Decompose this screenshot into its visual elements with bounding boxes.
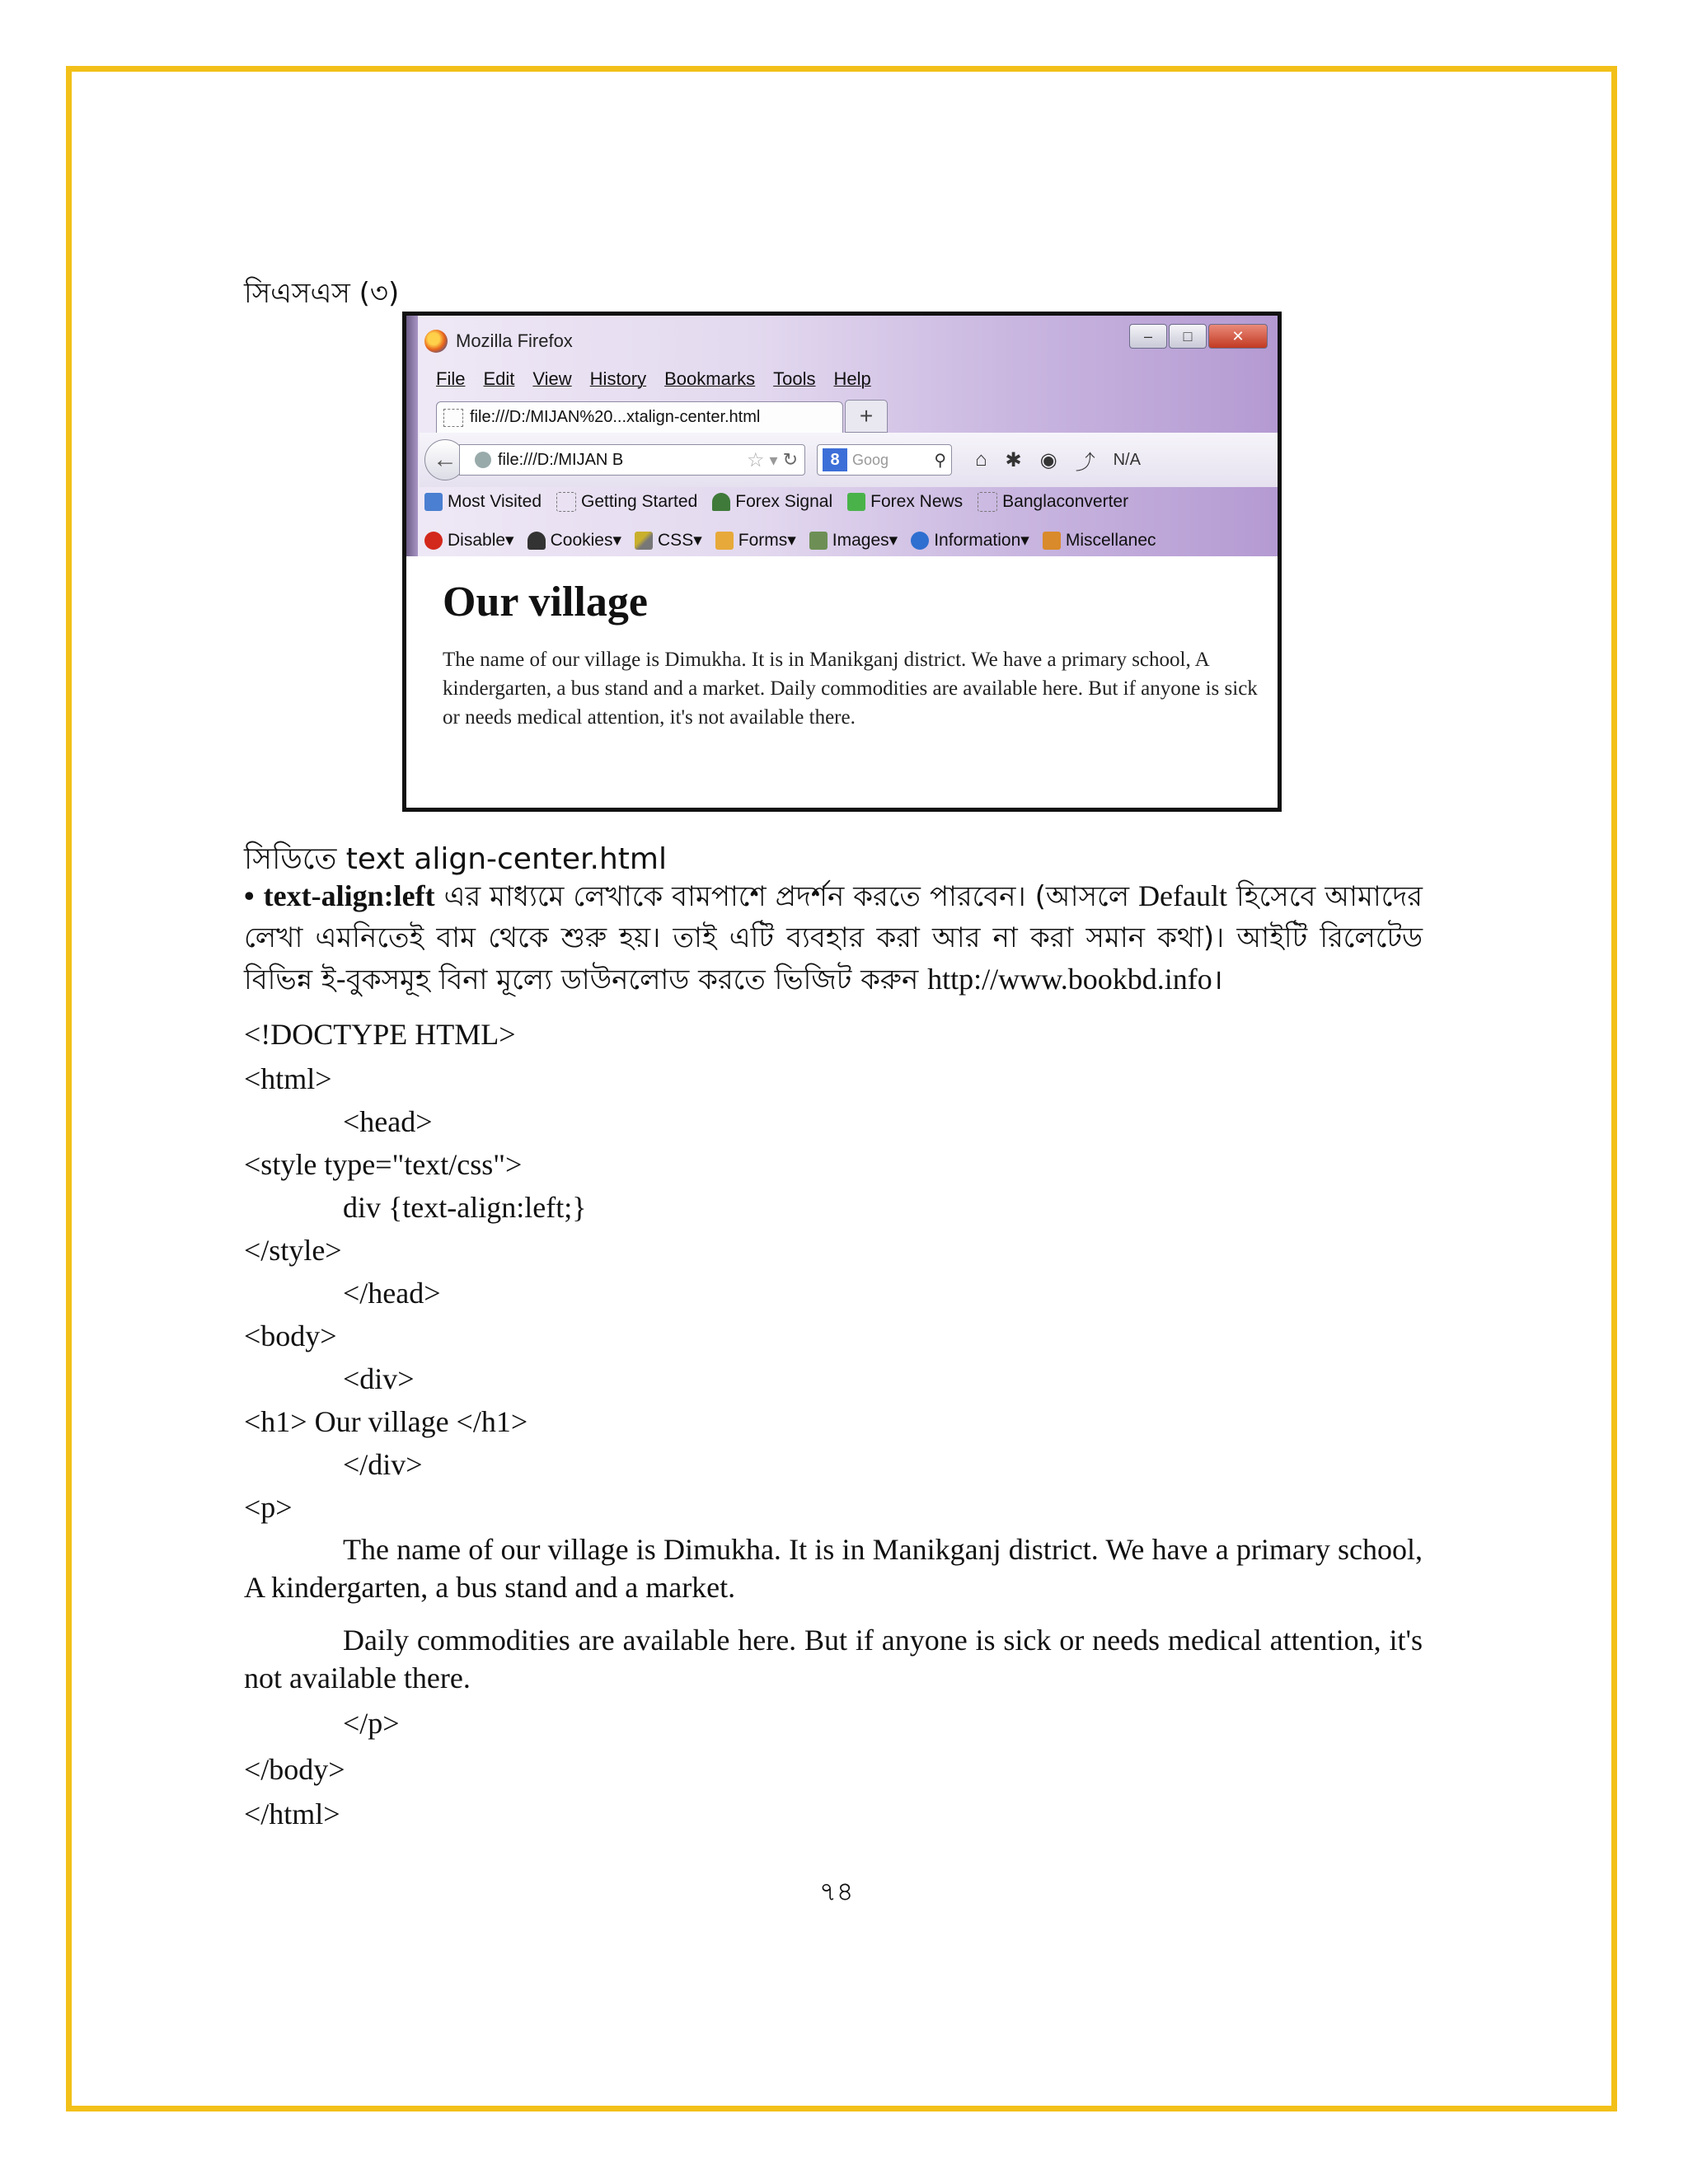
clipboard-icon xyxy=(715,532,734,550)
bookmark-forex-news[interactable] xyxy=(847,492,963,512)
search-icon[interactable]: ⚲ xyxy=(934,451,946,470)
menu-bar xyxy=(436,368,871,390)
google-icon: 8 xyxy=(823,448,847,471)
minimize-button[interactable]: – xyxy=(1129,324,1167,349)
page-icon xyxy=(978,492,997,512)
wd-label: CSS xyxy=(658,530,694,550)
toolbar-icons xyxy=(975,446,1141,475)
chart-icon xyxy=(847,493,865,511)
bookmark-label: Getting Started xyxy=(581,492,698,511)
bookmark-label: Forex News xyxy=(870,492,964,511)
menu-file[interactable]: File xyxy=(436,368,466,389)
code-paragraph-1: The name of our village is Dimukha. It is in Manikganj district. We have a primary school, A kindergarten, a bus stand and a market. xyxy=(244,1533,1423,1604)
rendered-paragraph: The name of our village is Dimukha. It is in Manikganj district. We have a primary school, A kindergarten, a bus stand and a market. Daily commodities are available here. But if anyone is sick or needs medical attention, it's not available there. xyxy=(443,649,1258,729)
chart-addon-icon[interactable]: ⤴ xyxy=(1075,451,1095,474)
website-link[interactable]: http://www.bookbd.info xyxy=(927,963,1212,996)
code-p-open: <p> xyxy=(244,1491,293,1524)
bookmark-getting-started[interactable] xyxy=(556,492,697,512)
code-style-close: </style> xyxy=(244,1234,342,1267)
back-button[interactable]: ← xyxy=(424,439,466,480)
code-head-open: <head> xyxy=(343,1105,433,1138)
window-title: Mozilla Firefox xyxy=(456,330,573,351)
browser-chrome xyxy=(406,316,1278,556)
window-edge xyxy=(406,316,418,556)
rendered-page xyxy=(418,556,1278,808)
code-h1: <h1> Our village </h1> xyxy=(244,1405,528,1438)
tab-active[interactable] xyxy=(436,401,843,433)
close-button[interactable]: ✕ xyxy=(1208,324,1268,349)
code-body-open: <body> xyxy=(244,1319,337,1352)
toolbar-status: N/A xyxy=(1113,450,1141,469)
search-placeholder: Goog xyxy=(852,451,889,468)
wd-cookies[interactable]: Cookies ▾ xyxy=(528,530,621,551)
page-icon xyxy=(443,409,463,427)
box-icon xyxy=(1043,532,1061,550)
wd-css[interactable]: CSS ▾ xyxy=(635,530,702,551)
disable-icon xyxy=(424,532,443,550)
bookmark-label: Most Visited xyxy=(448,492,542,511)
description-text-1: এর মাধ্যমে লেখাকে বামপাশে প্রদর্শন করতে পারবেন। (আসলে xyxy=(434,880,1139,913)
wd-label: Forms xyxy=(738,530,788,550)
code-html-close: </html> xyxy=(244,1797,340,1830)
wd-images[interactable]: Images ▾ xyxy=(809,530,898,551)
reload-icon[interactable]: ↻ xyxy=(782,449,798,470)
bookmark-star-icon[interactable]: ☆ xyxy=(747,448,765,471)
code-div-close: </div> xyxy=(343,1448,423,1481)
info-icon xyxy=(911,532,929,550)
wd-forms[interactable]: Forms ▾ xyxy=(715,530,796,551)
bookmark-label: Banglaconverter xyxy=(1002,492,1129,511)
bullet: • xyxy=(244,879,255,912)
addon-icon[interactable]: ✱ xyxy=(1005,448,1022,471)
default-word: Default xyxy=(1138,879,1228,912)
firefox-icon xyxy=(424,330,448,353)
most-visited-icon xyxy=(424,493,443,511)
navigation-toolbar xyxy=(420,433,1278,487)
web-developer-toolbar xyxy=(424,530,1170,551)
menu-view[interactable]: View xyxy=(532,368,572,389)
description-text-2: হিসেবে আমাদের লেখা এমনিতেই বাম থেকে শুরু হয়। তাই এটি ব্যবহার করা আর না করা সমান কথা)। আইটি রিলেটেড বিভিন্ন ই-বুকসমূহ বিনা মূল্যে ডাউনলোড করতে ভিজিট করুন xyxy=(244,880,1423,996)
rendered-heading: Our village xyxy=(443,579,648,626)
wd-label: Images xyxy=(832,530,889,550)
wd-information[interactable]: Information ▾ xyxy=(911,530,1029,551)
page-number: ৭৪ xyxy=(819,1876,854,1907)
bookmark-forex-signal[interactable] xyxy=(712,492,832,512)
section-heading: সিএসএস (৩) xyxy=(244,277,400,310)
menu-tools[interactable]: Tools xyxy=(773,368,816,389)
browser-screenshot xyxy=(402,312,1282,812)
new-tab-button[interactable]: + xyxy=(845,400,888,433)
tab-label: file:///D:/MIJAN%20...xtalign-center.html xyxy=(470,408,761,426)
wd-label: Disable xyxy=(448,530,506,550)
home-icon[interactable]: ⌂ xyxy=(975,448,987,471)
menu-history[interactable]: History xyxy=(589,368,647,389)
window-controls xyxy=(1128,324,1268,349)
url-bar[interactable] xyxy=(459,444,805,476)
bell-icon xyxy=(712,493,730,511)
globe-addon-icon[interactable]: ◉ xyxy=(1039,448,1057,471)
globe-icon xyxy=(475,452,491,468)
maximize-button[interactable]: □ xyxy=(1169,324,1207,349)
code-div-open: <div> xyxy=(343,1362,415,1395)
code-head-close: </head> xyxy=(343,1277,441,1310)
code-style-open: <style type="text/css"> xyxy=(244,1148,523,1181)
bookmark-banglaconverter[interactable] xyxy=(978,492,1128,512)
image-icon xyxy=(809,532,828,550)
css-term: text-align:left xyxy=(263,879,435,912)
description-end: । xyxy=(1212,963,1223,996)
code-css-rule: div {text-align:left;} xyxy=(343,1191,587,1224)
search-box[interactable] xyxy=(817,444,952,476)
wand-icon xyxy=(635,532,653,550)
code-body-close: </body> xyxy=(244,1753,345,1786)
code-p-close: </p> xyxy=(343,1707,400,1740)
page-icon xyxy=(556,492,576,512)
figure-caption: সিডিতে text align-center.html xyxy=(244,842,667,876)
menu-bookmarks[interactable]: Bookmarks xyxy=(664,368,756,389)
tab-strip xyxy=(436,400,888,433)
description-paragraph xyxy=(244,875,1423,1001)
menu-help[interactable]: Help xyxy=(833,368,871,389)
bookmark-label: Forex Signal xyxy=(735,492,833,511)
bookmarks-toolbar xyxy=(424,492,1135,512)
menu-edit[interactable]: Edit xyxy=(483,368,515,389)
wd-miscellaneous[interactable] xyxy=(1043,531,1156,551)
title-bar xyxy=(424,327,573,355)
bookmark-most-visited[interactable] xyxy=(424,492,542,512)
wd-label: Information xyxy=(934,530,1021,550)
url-dropdown-icon[interactable]: ▾ xyxy=(769,451,778,470)
wd-disable[interactable]: Disable ▾ xyxy=(424,530,514,551)
url-text: file:///D:/MIJAN B xyxy=(498,450,624,469)
user-icon xyxy=(528,532,546,550)
wd-label: Cookies xyxy=(550,530,613,550)
code-paragraph-2: Daily commodities are available here. But if anyone is sick or needs medical attention, it's not available there. xyxy=(244,1624,1423,1694)
code-html-open: <html> xyxy=(244,1062,332,1095)
code-doctype: <!DOCTYPE HTML> xyxy=(244,1018,516,1051)
wd-label: Miscellanec xyxy=(1065,530,1156,550)
